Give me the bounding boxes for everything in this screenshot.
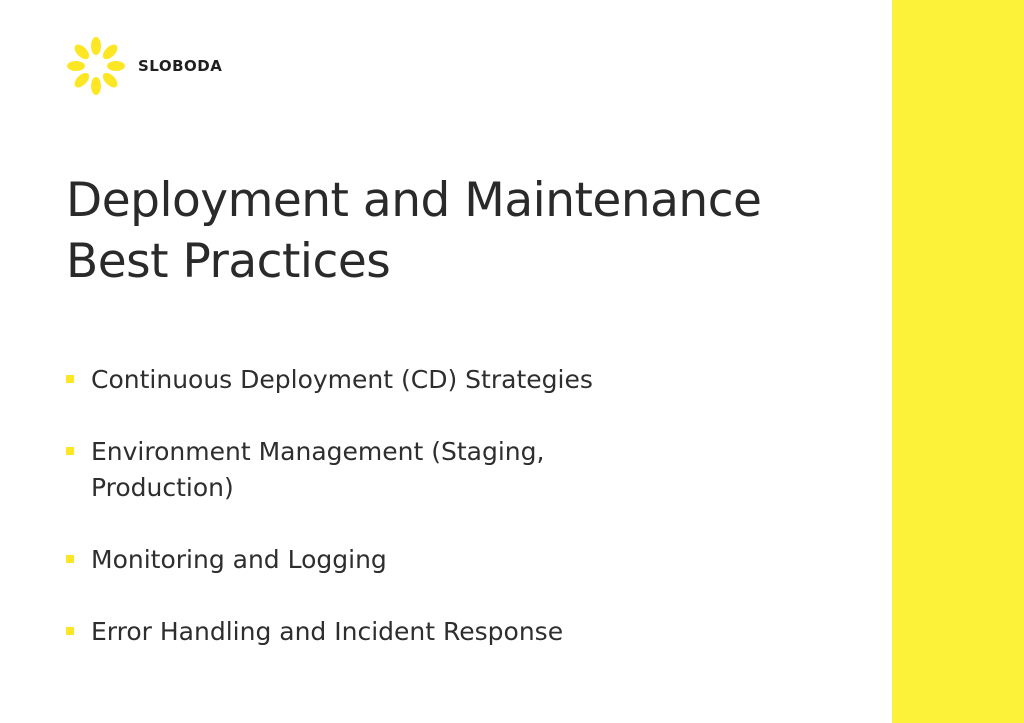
bullet-list <box>66 362 866 686</box>
sunflower-petals-icon <box>64 34 128 98</box>
accent-bar <box>892 0 1024 723</box>
bullet-item <box>66 542 651 578</box>
bullet-square-icon <box>66 627 74 635</box>
bullet-square-icon <box>66 447 74 455</box>
bullet-item <box>66 362 791 398</box>
brand-name: SLOBODA <box>138 57 223 75</box>
bullet-square-icon <box>66 555 74 563</box>
bullet-square-icon <box>66 375 74 383</box>
bullet-item <box>66 434 651 506</box>
bullet-item <box>66 614 651 650</box>
bullet-text: Error Handling and Incident Response <box>91 617 564 646</box>
bullet-text: Monitoring and Logging <box>91 545 387 574</box>
logo <box>64 34 222 98</box>
slide-title: Deployment and Maintenance Best Practices <box>66 173 762 289</box>
bullet-text: Environment Management (Staging, Production) <box>91 437 545 502</box>
bullet-text: Continuous Deployment (CD) Strategies <box>91 365 593 394</box>
